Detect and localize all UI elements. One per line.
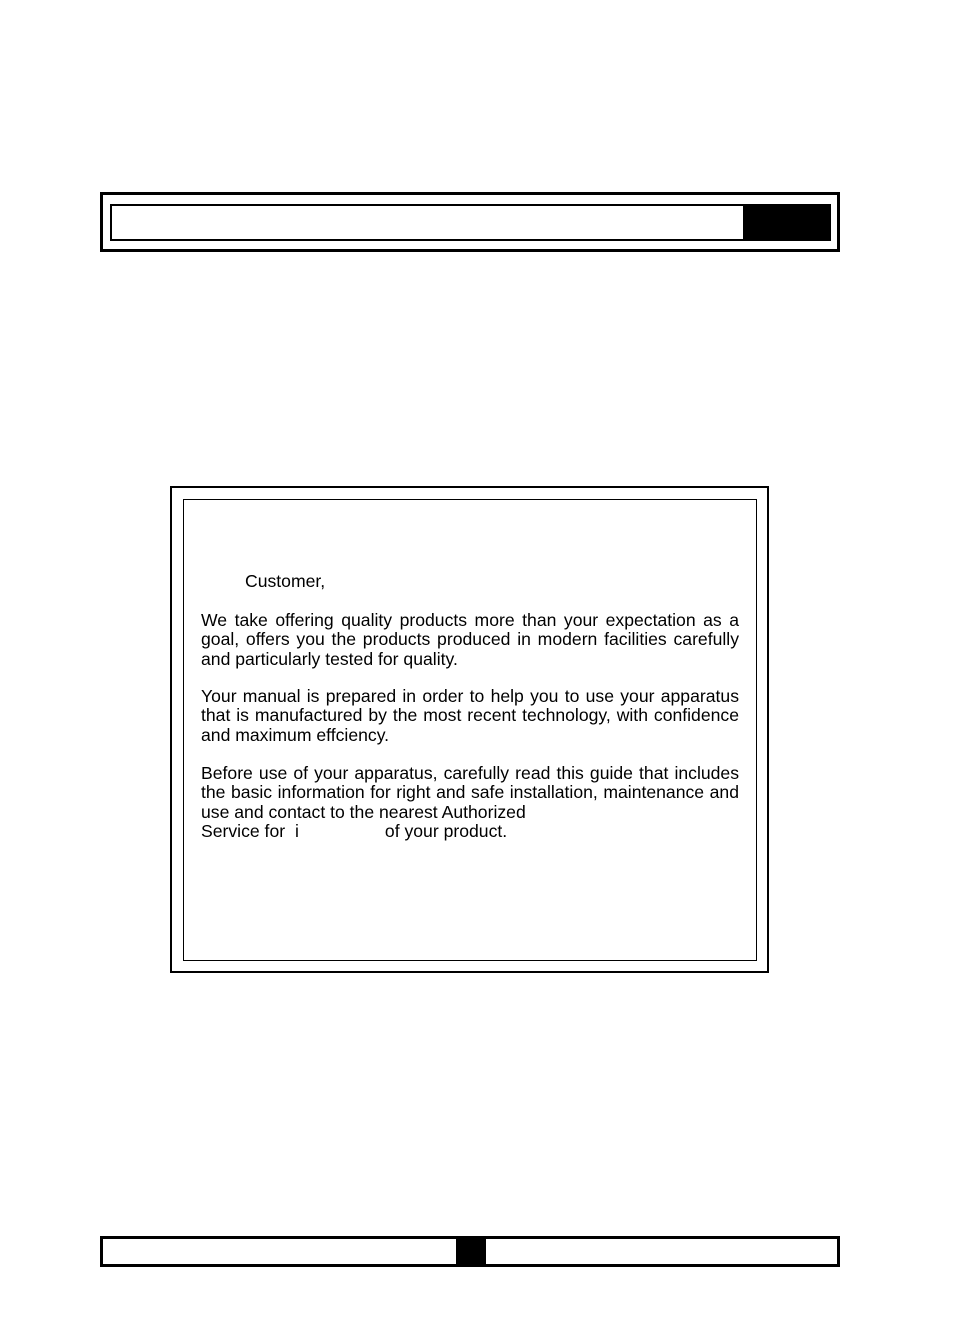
- letter-paragraph-2: Your manual is prepared in order to help you to use your apparatus that is manufactured by the most recent technology, with confidence and maximum effciency.: [201, 686, 739, 745]
- footer-page-marker: [456, 1236, 486, 1267]
- footer-bar: [100, 1236, 840, 1267]
- last-line-fragment: i: [294, 820, 299, 841]
- last-line-end: of your product.: [384, 820, 508, 841]
- letter-paragraph-1: We take offering quality products more than your expectation as a goal, offers you the products produced in modern facilities carefully and particularly tested for quality.: [201, 610, 739, 669]
- header-page-marker: [743, 204, 831, 241]
- salutation: [201, 572, 739, 591]
- last-line-start: Service for: [201, 820, 286, 841]
- letter-paragraph-3-body: Before use of your apparatus, carefully read this guide that includes the basic information for right and safe installation, maintenance and use and contact to the nearest Authorized: [201, 763, 739, 822]
- header-bar: [100, 192, 840, 252]
- header-title-box: [110, 204, 831, 241]
- letter-paragraph-3: [201, 764, 739, 841]
- salutation-word: Customer,: [245, 571, 326, 591]
